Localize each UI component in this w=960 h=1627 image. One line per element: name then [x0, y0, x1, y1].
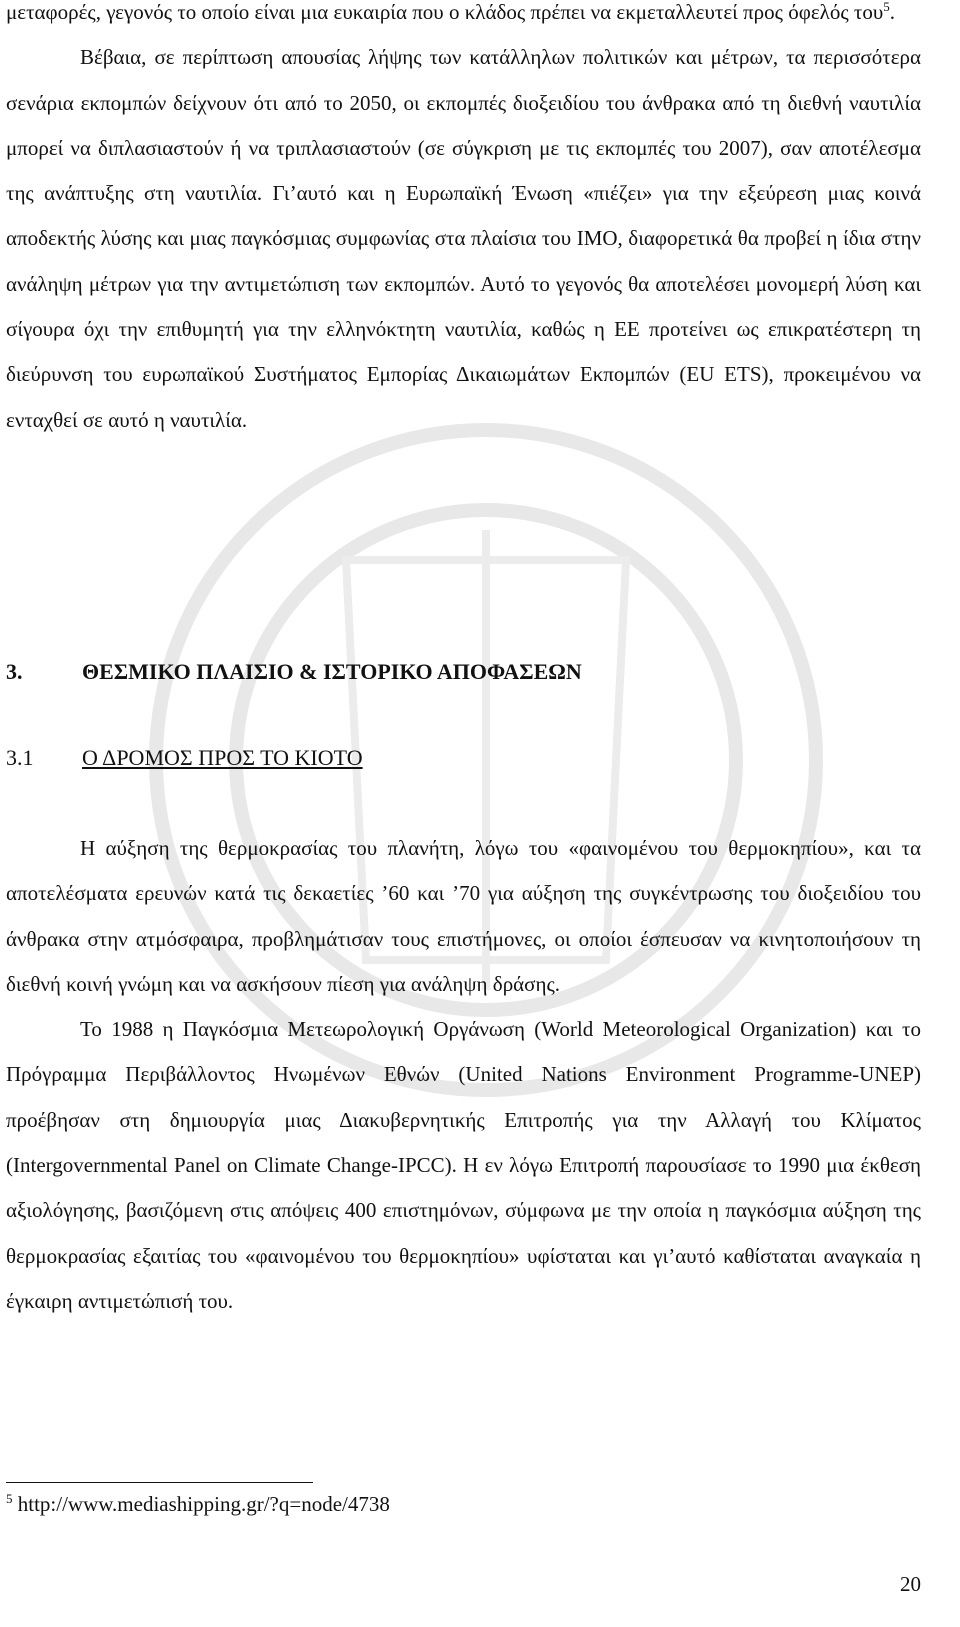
- paragraph-2: Βέβαια, σε περίπτωση απουσίας λήψης των κατάλληλων πολιτικών και μέτρων, τα περισσότερα σενάρια εκπομπών δείχνουν ότι από το 2050, οι εκπομπές διοξειδίου του άνθρακα από τη διεθνή ναυτιλία μπορεί να διπλασιαστούν ή να τριπλασιαστούν (σε σύγκριση με τις εκπομπές του 2007), σαν αποτέλεσμα της ανάπτυξης στη ναυτιλία. Γι’αυτό και η Ευρωπαϊκή Ένωση «πιέζει» για την εξεύρεση μιας κοινά αποδεκτής λύσης και μιας παγκόσμιας συμφωνίας στα πλαίσια του ΙΜΟ, διαφορετικά θα προβεί η ίδια στην ανάληψη μέτρων για την αντιμετώπιση των εκπομπών. Αυτό το γεγονός θα αποτελέσει μονομερή λύση και σίγουρα όχι την επιθυμητή για την ελληνόκτητη ναυτιλία, καθώς η ΕΕ προτείνει ως επικρατέστερη τη διεύρυνση του ευρωπαϊκού Συστήματος Εμπορίας Δικαιωμάτων Εκπομπών (EU ETS), προκειμένου να ενταχθεί σε αυτό η ναυτιλία.: [6, 45, 921, 432]
- paragraph-1: μεταφορές, γεγονός το οποίο είναι μια ευκαιρία που ο κλάδος πρέπει να εκμεταλλευτεί προς όφελός του$^5$.: [6, 0, 895, 24]
- subsection-number: 3.1: [6, 745, 34, 770]
- footnote-mark: 5: [6, 1491, 13, 1506]
- footnote-reference: 5: [883, 0, 890, 14]
- text-block-top: [6, 0, 921, 443]
- subsection-title: Ο ΔΡΟΜΟΣ ΠΡΟΣ ΤΟ ΚΙΟΤΟ: [82, 745, 363, 770]
- paragraph-4: Το 1988 η Παγκόσμια Μετεωρολογική Οργάνωση (World Meteorological Organization) και το Πρόγραμμα Περιβάλλοντος Ηνωμένων Εθνών (United Nations Environment Programme-UNEP) προέβησαν στη δημιουργία μιας Διακυβερνητικής Επιτροπής για την Αλλαγή του Κλίματος (Intergovernmental Panel on Climate Change-IPCC). Η εν λόγω Επιτροπή παρουσίασε το 1990 μια έκθεση αξιολόγησης, βασιζόμενη στις απόψεις 400 επιστημόνων, σύμφωνα με την οποία η παγκόσμια αύξηση της θερμοκρασίας εξαιτίας του «φαινομένου του θερμοκηπίου» υφίσταται και γι’αυτό καθίσταται αναγκαία η έγκαιρη αντιμετώπισή του.: [6, 1017, 921, 1313]
- footnote: [6, 1489, 390, 1519]
- footnote-separator: [6, 1482, 313, 1483]
- paragraph-3: Η αύξηση της θερμοκρασίας του πλανήτη, λόγω του «φαινομένου του θερμοκηπίου», και τα αποτελέσματα ερευνών κατά τις δεκαετίες ’60 και ’70 για αύξηση της συγκέντρωσης του διοξειδίου του άνθρακα στην ατμόσφαιρα, προβλημάτισαν τους επιστήμονες, οι οποίοι έσπευσαν να κινητοποιήσουν τη διεθνή κοινή γνώμη και να ασκήσουν πίεση για ανάληψη δράσης.: [6, 836, 921, 996]
- document-page: [6, 0, 921, 1627]
- footnote-link[interactable]: http://www.mediashipping.gr/?q=node/4738: [12, 1492, 390, 1516]
- section-heading-3: [6, 652, 921, 692]
- text-block-bottom: [6, 826, 921, 1324]
- section-number: 3.: [6, 659, 23, 684]
- page-number: 20: [900, 1572, 921, 1596]
- section-title: ΘΕΣΜΙΚΟ ΠΛΑΙΣΙΟ & ΙΣΤΟΡΙΚΟ ΑΠΟΦΑΣΕΩΝ: [82, 659, 582, 684]
- subsection-heading-3-1: [6, 738, 921, 778]
